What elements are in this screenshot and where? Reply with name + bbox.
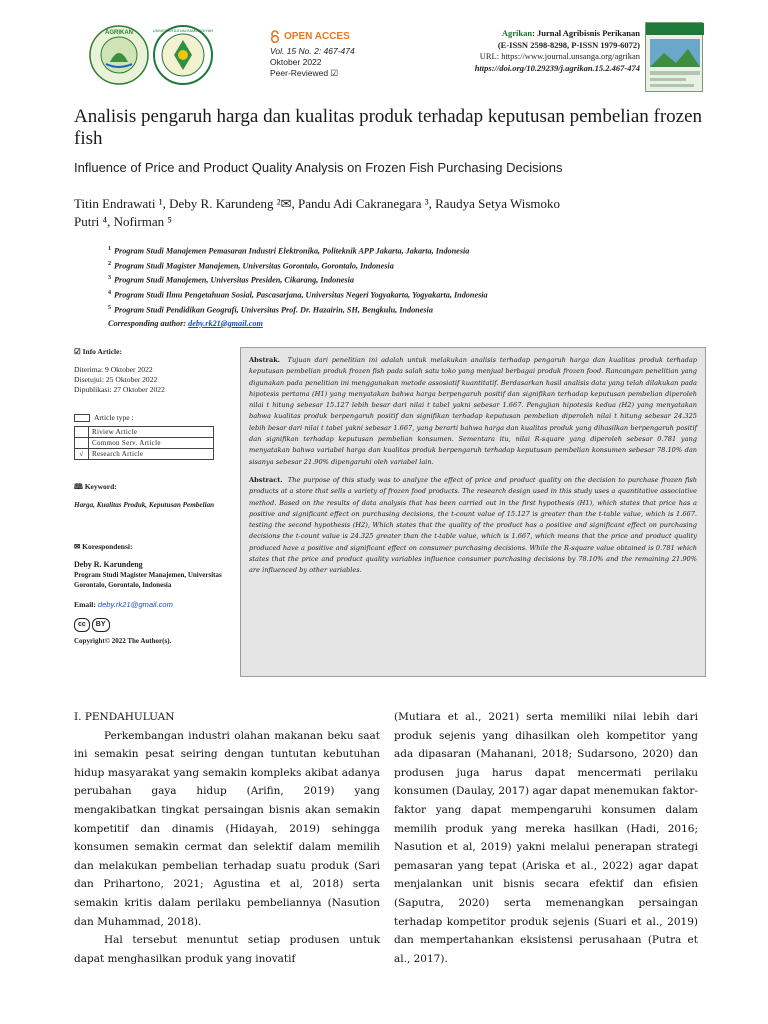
article-title: Analisis pengaruh harga dan kualitas produk terhadap keputusan pembelian frozen fish xyxy=(74,106,703,149)
affiliation-item: $^4$ Program Studi Ilmu Pengetahuan Sosial, Pascasarjana, Universitas Negeri Yogyakarta, Yogyakarta, Indonesia xyxy=(108,290,488,300)
university-logo xyxy=(152,24,214,86)
abstract-english: Abstract. The purpose of this study was to analyze the effect of price and product quality on the decision to purchase frozen fish products at a store that sells a variety of frozen food products. The research design used in this study uses a quantitative associative method. Based on the results of data analysis that has been carried out in the first hypothesis (H1), which states that price has a positive and significant effect on purchasing decisions, the t-count value of 15.127 is greater than the t-table value, which is 1.667. testing the second hypothesis (H2), Which states that the quality of the product has a positive and significant effect on purchasing decisions the t-count value is 24.325 greater than the t-table value, which is 1.667, which means that the price and product quality produced have a positive and significant effect on consumer purchasing decisions. While the R-square value obtained is 0.781 which states that the price and product quality variables influence consumer purchasing decisions by 78.10% and the remaining 21.90% are influenced by other variables. xyxy=(249,475,697,575)
keyword-header: 🕮 Keyword: xyxy=(74,482,117,491)
keyword-section xyxy=(74,482,234,510)
article-type-icon xyxy=(74,414,90,422)
journal-info xyxy=(410,28,640,74)
journal-cover-image xyxy=(645,22,703,92)
by-icon: BY xyxy=(92,618,110,632)
body-column-right xyxy=(394,708,698,968)
correspondence-name: Deby R. Karundeng xyxy=(74,560,143,569)
received-date: Diterima: 9 Oktober 2022 xyxy=(74,365,153,374)
corresponding-author: Corresponding author: deby.rk21@gmail.com xyxy=(108,318,263,328)
journal-issn: (E-ISSN 2598-8298, P-ISSN 1979-6072) xyxy=(497,39,640,50)
corresponding-email-link[interactable]: deby.rk21@gmail.com xyxy=(188,318,263,328)
author-list xyxy=(74,195,714,231)
journal-url[interactable]: URL: https://www.journal.unsanga.org/agrikan xyxy=(479,51,640,61)
table-row: Riview Article xyxy=(75,427,214,438)
affiliation-item: $^2$ Program Studi Magister Manajemen, Universitas Gorontalo, Gorontalo, Indonesia xyxy=(108,260,394,271)
table-row: Common Serv. Article xyxy=(75,438,214,449)
open-lock-icon xyxy=(270,30,280,43)
article-type-section: Article type : Riview Article Common Serv. Article √ Research Article xyxy=(74,413,234,460)
open-access-block xyxy=(270,30,370,79)
creative-commons-badge[interactable] xyxy=(74,618,234,632)
body-paragraph: Perkembangan industri olahan makanan beku saat ini semakin pesat seiring dengan tuntutan kebutuhan hidup masyarakat yang semakin kompleks akibat adanya perubahan gaya hidup (Arifin, 2019) yang mengakibatkan tingkat persaingan bisnis akan semakin kompetitif dan dinamis (Hidayah, 2019) sehingga konsumen semakin cermat dan selektif dalam memilih dan melakukan pembelian terhadap suatu produk (Sari dan Prihartono, 2021; Agustina et al, 2018) serta semakin kritis dalam perilaku pembeliannya (Nasution dan Muhammad, 2018). xyxy=(74,729,380,928)
published-date: Dipublikasi: 27 Oktober 2022 xyxy=(74,385,165,394)
authors-line-1: Titin Endrawati ¹, Deby R. Karundeng ²✉, Pandu Adi Cakranegara ³, Raudya Setya Wismoko xyxy=(74,196,561,211)
article-subtitle: Influence of Price and Product Quality Analysis on Frozen Fish Purchasing Decisions xyxy=(74,160,563,175)
journal-name: : Jurnal Agribisnis Perikanan xyxy=(532,28,640,38)
body-column-left xyxy=(74,708,380,968)
correspondence-header: ✉ Korespondensi: xyxy=(74,542,133,551)
article-type-table xyxy=(74,426,214,460)
table-row: √ Research Article xyxy=(75,449,214,460)
info-article-header: ☑ Info Article: xyxy=(74,347,122,356)
journal-brand: Agrikan xyxy=(501,28,533,38)
volume-info: Vol. 15 No. 2: 467-474 xyxy=(270,46,355,56)
peer-reviewed-label: Peer-Reviewed ☑ xyxy=(270,68,339,78)
accepted-date: Disetujui: 25 Oktober 2022 xyxy=(74,375,158,384)
logo-agrikan-text: AGRIKAN xyxy=(105,30,133,36)
copyright-notice: Copyright© 2022 The Author(s). xyxy=(74,637,172,645)
email-label: Email: xyxy=(74,600,96,609)
logo-university-text: UNIVERSITAS MUHAMMADIYAH xyxy=(152,28,214,33)
abstract-indonesian: Abstrak. Tujuan dari penelitian ini adalah untuk melakukan analisis terhadap pengaruh harga dan kualitas produk terhadap keputusan pembelian produk frozen fish pada salah satu toko yang menjual berbagai produk frozen food. Rancangan penelitian yang digunakan pada penelitian ini menggunakan metode assosiatif kuantitatif. Berdasarkan hasil analisis data yang telah dilakukan pada hipotesis pertama (H1) yang menyatakan bahwa harga berpengaruh positif dan signifikan terhadap keputusan pembelian diperoleh nilai t hitung sebesar 15.127 lebih besar dari nilai t tabel yakni sebesar 1.667. Pengujian hipotesis kedua (H2) yang menyatakan bahwa kualitas produk berpengaruh positif dan signifikan terhadap keputusan pembelian diperoleh nilai t hitung sebesar 24.325 lebih besar dari nilai t tabel yakni sebesar 1.667, yang berarti bahwa harga dan kualitas produk yang dihasilkan berpengaruh positif dan signifikan terhadap keputusan pembelian konsumen. Sementara itu, nilai R-square yang diperoleh sebesar 0.781 yang menyatakan bahwa variabel harga dan kualitas produk berpengaruh terhadap keputusan pembelian konsumen sebesar 78.10% dan sisanya sebesar 21.90% dipengaruhi oleh variabel lain. xyxy=(249,356,697,466)
correspondence-section xyxy=(74,542,234,646)
email-link[interactable]: deby.rk21@gmail.com xyxy=(97,600,173,609)
correspondence-institution: Program Studi Magister Manajemen, Universitas Gorontalo, Gorontalo, Indonesia xyxy=(74,571,222,589)
affiliation-item: $^5$ Program Studi Pendidikan Geografi, Universitas Prof. Dr. Hazairin, SH, Bengkulu, Indonesia xyxy=(108,304,433,315)
cc-icon: cc xyxy=(74,618,90,632)
authors-line-2: Putri ⁴, Nofirman ⁵ xyxy=(74,214,172,229)
issue-date: Oktober 2022 xyxy=(270,57,322,67)
body-paragraph: Hal tersebut menuntut setiap produsen untuk dapat menghasilkan produk yang inovatif xyxy=(74,934,380,965)
journal-logo-agrikan xyxy=(88,24,150,86)
open-access-label: OPEN ACCES xyxy=(270,30,370,43)
body-paragraph: (Mutiara et al., 2021) serta memiliki nilai lebih dari produk sejenis yang dihasilkan oleh kompetitor yang ada dipasaran (Mahanani, 2018; Sudarsono, 2020) dan produsen juga harus dapat mencermati perilaku konsumen (Daulay, 2017) agar dapat menemukan faktor-faktor yang dapat mempengaruhi konsumen dalam memilih produk yang mereka hasilkan (Hadi, 2016; Nasution et al, 2019) yakni melalui penerapan strategi pemasaran yang tepat (Ariska et al., 2022) agar dapat menjalankan unit bisnis secara efektif dan efisien (Saputra, 2020) serta memenangkan persaingan terhadap kompetitor produk sejenis (Suari et al., 2019) dan mempertahankan eksistensi perusahaan (Putra et al., 2017). xyxy=(394,711,698,965)
article-info-sidebar xyxy=(74,347,234,646)
section-heading: I. PENDAHULUAN xyxy=(74,711,175,723)
affiliation-item: $^3$ Program Studi Manajemen, Universitas Presiden, Cikarang, Indonesia xyxy=(108,275,354,286)
keyword-list: Harga, Kualitas Produk, Keputusan Pembelian xyxy=(74,501,215,509)
affiliation-list xyxy=(108,243,698,330)
affiliation-item: $^1$ Program Studi Manajemen Pemasaran Industri Elektronika, Politeknik APP Jakarta, Jakarta, Indonesia xyxy=(108,246,470,256)
journal-doi[interactable]: https://doi.org/10.29239/j.agrikan.15.2.467-474 xyxy=(474,62,640,73)
abstract-box xyxy=(240,347,706,677)
